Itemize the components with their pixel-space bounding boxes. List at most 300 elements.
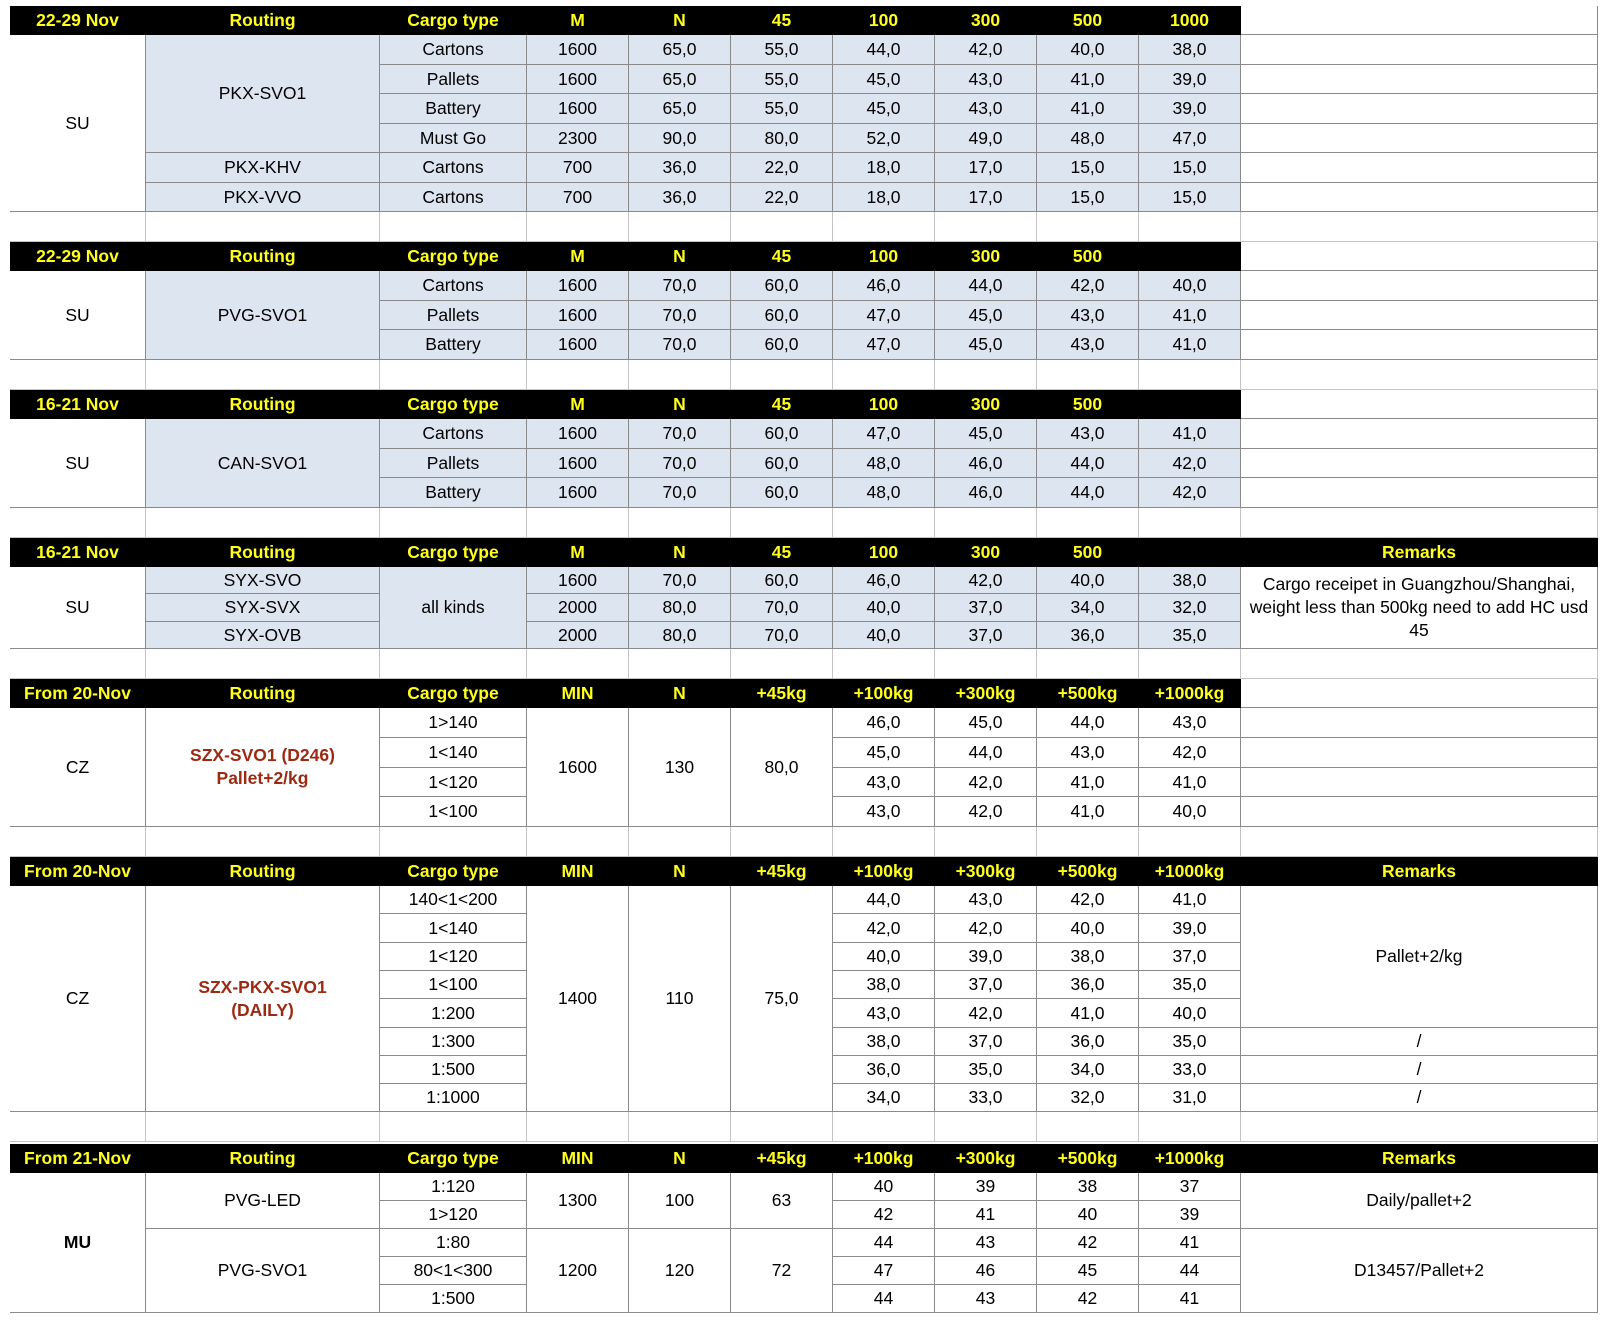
gap-cell	[1037, 649, 1139, 679]
rate-cell: 18,0	[833, 183, 935, 212]
header-col: Cargo type	[380, 6, 527, 35]
rate-cell: 42,0	[1139, 738, 1241, 768]
gap-cell	[527, 1112, 629, 1142]
rate-cell: 44,0	[1037, 449, 1139, 478]
rate-cell: 41,0	[1037, 797, 1139, 827]
rate-cell: 37,0	[1139, 943, 1241, 971]
carrier: SU	[10, 567, 146, 649]
rate-cell: 700	[527, 153, 629, 183]
gap-cell	[1241, 508, 1598, 538]
blank-cell	[1241, 738, 1598, 768]
rate-cell: 35,0	[1139, 622, 1241, 649]
rate-cell: 47,0	[833, 419, 935, 449]
remarks-cell: Cargo receipet in Guangzhou/Shanghai, weight less than 500kg need to add HC usd 45	[1241, 567, 1598, 649]
k45-cell: 75,0	[731, 886, 833, 1112]
carrier: SU	[10, 271, 146, 360]
gap-cell	[1037, 1112, 1139, 1142]
rate-cell: 1600	[527, 65, 629, 94]
rate-cell: 45	[1037, 1257, 1139, 1285]
blank-cell	[1241, 330, 1598, 360]
rate-cell: 42,0	[833, 914, 935, 943]
gap-cell	[146, 1112, 380, 1142]
rate-cell: 42,0	[935, 567, 1037, 594]
rate-cell: 60,0	[731, 567, 833, 594]
rate-cell: 80,0	[629, 594, 731, 622]
routing: PVG-SVO1	[146, 271, 380, 360]
routing: PKX-SVO1	[146, 35, 380, 153]
rate-cell: 41,0	[1139, 301, 1241, 330]
min-cell: 1600	[527, 708, 629, 827]
rate-cell: 38,0	[1139, 567, 1241, 594]
header-col: +300kg	[935, 857, 1037, 886]
rate-cell: 60,0	[731, 449, 833, 478]
header-col: Routing	[146, 679, 380, 708]
gap-cell	[146, 827, 380, 857]
rate-cell: 70,0	[629, 330, 731, 360]
blank-cell	[1241, 183, 1598, 212]
rate-cell: 60,0	[731, 301, 833, 330]
header-col-empty	[1139, 390, 1241, 419]
carrier: SU	[10, 419, 146, 508]
rate-cell: 55,0	[731, 35, 833, 65]
rate-cell: 40,0	[833, 594, 935, 622]
rate-cell: 46,0	[935, 478, 1037, 508]
gap-cell	[731, 649, 833, 679]
header-col: +100kg	[833, 857, 935, 886]
rate-cell: 41,0	[1139, 330, 1241, 360]
rate-cell: 15,0	[1037, 183, 1139, 212]
rate-cell: 41,0	[1139, 886, 1241, 914]
gap-cell	[1139, 827, 1241, 857]
rate-cell: 1600	[527, 478, 629, 508]
rate-cell: 41	[1139, 1229, 1241, 1257]
blank-cell	[1241, 708, 1598, 738]
blank-cell	[1241, 124, 1598, 153]
gap-cell	[1241, 360, 1598, 390]
cargo-type: 1:300	[380, 1028, 527, 1056]
rate-cell: 1600	[527, 449, 629, 478]
rate-cell: 46,0	[833, 708, 935, 738]
gap-cell	[1139, 649, 1241, 679]
gap-cell	[527, 827, 629, 857]
k45-cell: 63	[731, 1173, 833, 1229]
rate-cell: 45,0	[833, 65, 935, 94]
rate-cell: 36,0	[629, 153, 731, 183]
cargo-type: Battery	[380, 478, 527, 508]
rate-cell: 2000	[527, 594, 629, 622]
rate-cell: 2300	[527, 124, 629, 153]
rate-cell: 40,0	[1037, 35, 1139, 65]
cargo-type: Pallets	[380, 65, 527, 94]
rate-cell: 32,0	[1139, 594, 1241, 622]
routing: PKX-VVO	[146, 183, 380, 212]
header-col: Routing	[146, 538, 380, 567]
min-cell: 1200	[527, 1229, 629, 1313]
routing: SYX-SVO	[146, 567, 380, 594]
gap-cell	[935, 649, 1037, 679]
rate-cell: 1600	[527, 301, 629, 330]
gap-cell	[1139, 212, 1241, 242]
header-col: Cargo type	[380, 390, 527, 419]
rate-cell: 40,0	[1037, 567, 1139, 594]
cargo-type: 1<140	[380, 738, 527, 768]
gap-cell	[833, 649, 935, 679]
rate-cell: 22,0	[731, 153, 833, 183]
header-blank	[1241, 679, 1598, 708]
carrier: SU	[10, 35, 146, 212]
rate-cell: 42,0	[1139, 449, 1241, 478]
rate-cell: 43,0	[833, 768, 935, 797]
rate-cell: 1600	[527, 271, 629, 301]
rate-cell: 38,0	[833, 1028, 935, 1056]
rate-cell: 37,0	[935, 594, 1037, 622]
cargo-type: 1:500	[380, 1056, 527, 1084]
rate-cell: 1600	[527, 330, 629, 360]
gap-cell	[1241, 827, 1598, 857]
rate-cell: 34,0	[833, 1084, 935, 1112]
gap-cell	[935, 212, 1037, 242]
rate-cell: 42,0	[935, 999, 1037, 1028]
rate-cell: 40,0	[1139, 999, 1241, 1028]
cargo-type: 80<1<300	[380, 1257, 527, 1285]
gap-cell	[629, 1112, 731, 1142]
rate-cell: 43,0	[1037, 738, 1139, 768]
gap-cell	[1241, 212, 1598, 242]
header-col: 300	[935, 6, 1037, 35]
k45-cell: 80,0	[731, 708, 833, 827]
header-col: Routing	[146, 390, 380, 419]
rate-cell: 40,0	[1037, 914, 1139, 943]
cargo-type: Cartons	[380, 419, 527, 449]
gap-cell	[1241, 1112, 1598, 1142]
rate-cell: 45,0	[935, 419, 1037, 449]
rate-cell: 43,0	[1037, 330, 1139, 360]
blank-cell	[1241, 449, 1598, 478]
rate-cell: 48,0	[1037, 124, 1139, 153]
gap-cell	[380, 360, 527, 390]
k45-cell: 72	[731, 1229, 833, 1313]
gap-cell	[629, 649, 731, 679]
rate-cell: 1600	[527, 567, 629, 594]
routing	[146, 708, 380, 827]
header-col: M	[527, 6, 629, 35]
header-col-empty	[1139, 242, 1241, 271]
cargo-type: Pallets	[380, 449, 527, 478]
header-col: 100	[833, 538, 935, 567]
rate-cell: 46,0	[833, 567, 935, 594]
rate-cell: 700	[527, 183, 629, 212]
n-cell: 100	[629, 1173, 731, 1229]
header-col: M	[527, 390, 629, 419]
rate-cell: 42,0	[1139, 478, 1241, 508]
header-col: +100kg	[833, 679, 935, 708]
rate-cell: 35,0	[935, 1056, 1037, 1084]
rate-cell: 39	[935, 1173, 1037, 1201]
gap-cell	[833, 360, 935, 390]
rate-cell: 42	[1037, 1229, 1139, 1257]
rate-cell: 43,0	[935, 886, 1037, 914]
gap-cell	[380, 508, 527, 538]
rate-cell: 46,0	[935, 449, 1037, 478]
header-date: 22-29 Nov	[10, 242, 146, 271]
header-col: 300	[935, 538, 1037, 567]
cargo-type: 1<120	[380, 943, 527, 971]
header-remarks: Remarks	[1241, 857, 1598, 886]
cargo-type: 1:1000	[380, 1084, 527, 1112]
min-cell: 1400	[527, 886, 629, 1112]
rate-cell: 70,0	[731, 622, 833, 649]
rate-cell: 1600	[527, 94, 629, 124]
cargo-type: 1<140	[380, 914, 527, 943]
header-date: From 20-Nov	[10, 857, 146, 886]
header-col: Cargo type	[380, 242, 527, 271]
rate-cell: 65,0	[629, 65, 731, 94]
remarks-cell: /	[1241, 1056, 1598, 1084]
gap-cell	[1139, 508, 1241, 538]
gap-cell	[833, 827, 935, 857]
rate-cell: 1600	[527, 35, 629, 65]
blank-cell	[1241, 419, 1598, 449]
rate-cell: 44,0	[935, 738, 1037, 768]
rate-cell: 47,0	[1139, 124, 1241, 153]
rate-cell: 42	[1037, 1285, 1139, 1313]
header-blank	[1241, 242, 1598, 271]
remarks-cell: Pallet+2/kg	[1241, 886, 1598, 1028]
gap-cell	[1037, 827, 1139, 857]
rate-cell: 33,0	[1139, 1056, 1241, 1084]
header-col: +45kg	[731, 857, 833, 886]
gap-cell	[10, 1112, 146, 1142]
rate-cell: 52,0	[833, 124, 935, 153]
routing-line: SZX-PKX-SVO1	[198, 976, 327, 997]
rate-cell: 55,0	[731, 94, 833, 124]
rate-cell: 41,0	[1037, 999, 1139, 1028]
rate-cell: 1600	[527, 419, 629, 449]
header-col: Cargo type	[380, 857, 527, 886]
cargo-type: Cartons	[380, 153, 527, 183]
header-blank	[1241, 390, 1598, 419]
rate-cell: 32,0	[1037, 1084, 1139, 1112]
rate-cell: 44,0	[1037, 478, 1139, 508]
header-col: +500kg	[1037, 679, 1139, 708]
gap-cell	[731, 827, 833, 857]
rate-cell: 38,0	[1037, 943, 1139, 971]
carrier: CZ	[10, 886, 146, 1112]
gap-cell	[527, 508, 629, 538]
rate-cell: 40,0	[833, 622, 935, 649]
cargo-type: Battery	[380, 94, 527, 124]
rate-cell: 45,0	[935, 301, 1037, 330]
rate-cell: 41,0	[1037, 94, 1139, 124]
n-cell: 120	[629, 1229, 731, 1313]
rate-cell: 48,0	[833, 478, 935, 508]
header-date: 16-21 Nov	[10, 538, 146, 567]
routing: SYX-OVB	[146, 622, 380, 649]
rate-cell: 38	[1037, 1173, 1139, 1201]
gap-cell	[380, 827, 527, 857]
header-col: M	[527, 538, 629, 567]
remarks-cell: Daily/pallet+2	[1241, 1173, 1598, 1229]
rate-cell: 42,0	[935, 914, 1037, 943]
remarks-cell: /	[1241, 1084, 1598, 1112]
gap-cell	[731, 508, 833, 538]
rate-cell: 31,0	[1139, 1084, 1241, 1112]
blank-cell	[1241, 35, 1598, 65]
rate-cell: 15,0	[1139, 183, 1241, 212]
rate-cell: 35,0	[1139, 1028, 1241, 1056]
rate-cell: 40,0	[833, 943, 935, 971]
rate-cell: 43,0	[935, 65, 1037, 94]
rate-cell: 60,0	[731, 271, 833, 301]
rate-cell: 70,0	[629, 449, 731, 478]
rate-cell: 55,0	[731, 65, 833, 94]
rate-cell: 15,0	[1037, 153, 1139, 183]
header-date: 16-21 Nov	[10, 390, 146, 419]
rate-cell: 36,0	[1037, 622, 1139, 649]
rate-cell: 34,0	[1037, 1056, 1139, 1084]
gap-cell	[629, 827, 731, 857]
carrier: MU	[10, 1173, 146, 1313]
rate-cell: 60,0	[731, 419, 833, 449]
rate-cell: 65,0	[629, 94, 731, 124]
cargo-type: 1:120	[380, 1173, 527, 1201]
routing: PKX-KHV	[146, 153, 380, 183]
header-col: +45kg	[731, 1144, 833, 1173]
blank-cell	[1241, 478, 1598, 508]
rate-cell: 44	[833, 1285, 935, 1313]
gap-cell	[10, 360, 146, 390]
header-col: Routing	[146, 857, 380, 886]
cargo-type: Cartons	[380, 35, 527, 65]
rate-cell: 42,0	[935, 797, 1037, 827]
rate-cell: 40	[833, 1173, 935, 1201]
rate-cell: 15,0	[1139, 153, 1241, 183]
gap-cell	[1037, 360, 1139, 390]
rate-cell: 70,0	[629, 567, 731, 594]
rate-cell: 42,0	[1037, 271, 1139, 301]
blank-cell	[1241, 768, 1598, 797]
rate-cell: 70,0	[629, 301, 731, 330]
n-cell: 110	[629, 886, 731, 1112]
rate-cell: 47,0	[833, 330, 935, 360]
rate-cell: 43	[935, 1285, 1037, 1313]
cargo-type: 1<100	[380, 797, 527, 827]
gap-cell	[629, 360, 731, 390]
header-col: +1000kg	[1139, 857, 1241, 886]
rate-cell: 45,0	[935, 708, 1037, 738]
rate-cell: 22,0	[731, 183, 833, 212]
rate-cell: 2000	[527, 622, 629, 649]
header-col: 300	[935, 390, 1037, 419]
rate-cell: 38,0	[1139, 35, 1241, 65]
gap-cell	[935, 360, 1037, 390]
rate-cell: 60,0	[731, 478, 833, 508]
gap-cell	[10, 508, 146, 538]
gap-cell	[10, 827, 146, 857]
routing	[146, 886, 380, 1112]
rate-cell: 44,0	[1037, 708, 1139, 738]
rate-cell: 18,0	[833, 153, 935, 183]
header-col: N	[629, 390, 731, 419]
rate-cell: 41,0	[1139, 768, 1241, 797]
carrier: CZ	[10, 708, 146, 827]
header-col: +500kg	[1037, 1144, 1139, 1173]
rate-cell: 46	[935, 1257, 1037, 1285]
gap-cell	[833, 508, 935, 538]
gap-cell	[527, 649, 629, 679]
gap-cell	[935, 827, 1037, 857]
routing: CAN-SVO1	[146, 419, 380, 508]
n-cell: 130	[629, 708, 731, 827]
rate-cell: 47	[833, 1257, 935, 1285]
header-col: 300	[935, 242, 1037, 271]
rate-cell: 39,0	[1139, 65, 1241, 94]
rate-cell: 45,0	[833, 94, 935, 124]
rate-cell: 46,0	[833, 271, 935, 301]
gap-cell	[146, 212, 380, 242]
rate-cell: 44,0	[833, 886, 935, 914]
header-date: From 21-Nov	[10, 1144, 146, 1173]
rate-cell: 40,0	[1139, 797, 1241, 827]
rate-cell: 80,0	[629, 622, 731, 649]
rate-cell: 41,0	[1037, 768, 1139, 797]
header-col: 500	[1037, 6, 1139, 35]
header-col: 45	[731, 538, 833, 567]
gap-cell	[1139, 1112, 1241, 1142]
rate-cell: 70,0	[629, 478, 731, 508]
header-remarks: Remarks	[1241, 538, 1598, 567]
rate-cell: 17,0	[935, 153, 1037, 183]
header-col: Cargo type	[380, 538, 527, 567]
gap-cell	[380, 1112, 527, 1142]
cargo-type: 1:500	[380, 1285, 527, 1313]
cargo-type: 1<120	[380, 768, 527, 797]
header-col: 45	[731, 242, 833, 271]
cargo-type: Battery	[380, 330, 527, 360]
rate-cell: 44,0	[935, 271, 1037, 301]
gap-cell	[10, 212, 146, 242]
gap-cell	[935, 508, 1037, 538]
rate-cell: 43,0	[833, 797, 935, 827]
header-blank	[1241, 6, 1598, 35]
gap-cell	[833, 212, 935, 242]
rate-cell: 44,0	[833, 35, 935, 65]
blank-cell	[1241, 65, 1598, 94]
header-col: Routing	[146, 242, 380, 271]
gap-cell	[731, 1112, 833, 1142]
cargo-type: 1<100	[380, 971, 527, 999]
routing: PVG-LED	[146, 1173, 380, 1229]
rate-cell: 36,0	[629, 183, 731, 212]
gap-cell	[1037, 212, 1139, 242]
rate-cell: 39,0	[1139, 94, 1241, 124]
rate-cell: 70,0	[731, 594, 833, 622]
header-col: 500	[1037, 390, 1139, 419]
rate-cell: 42	[833, 1201, 935, 1229]
blank-cell	[1241, 797, 1598, 827]
gap-cell	[731, 360, 833, 390]
gap-cell	[146, 508, 380, 538]
gap-cell	[527, 360, 629, 390]
gap-cell	[380, 649, 527, 679]
header-col: +500kg	[1037, 857, 1139, 886]
rate-cell: 36,0	[833, 1056, 935, 1084]
rate-cell: 42,0	[1037, 886, 1139, 914]
rate-cell: 37,0	[935, 1028, 1037, 1056]
header-col: +300kg	[935, 679, 1037, 708]
cargo-type: 1>140	[380, 708, 527, 738]
header-date: From 20-Nov	[10, 679, 146, 708]
